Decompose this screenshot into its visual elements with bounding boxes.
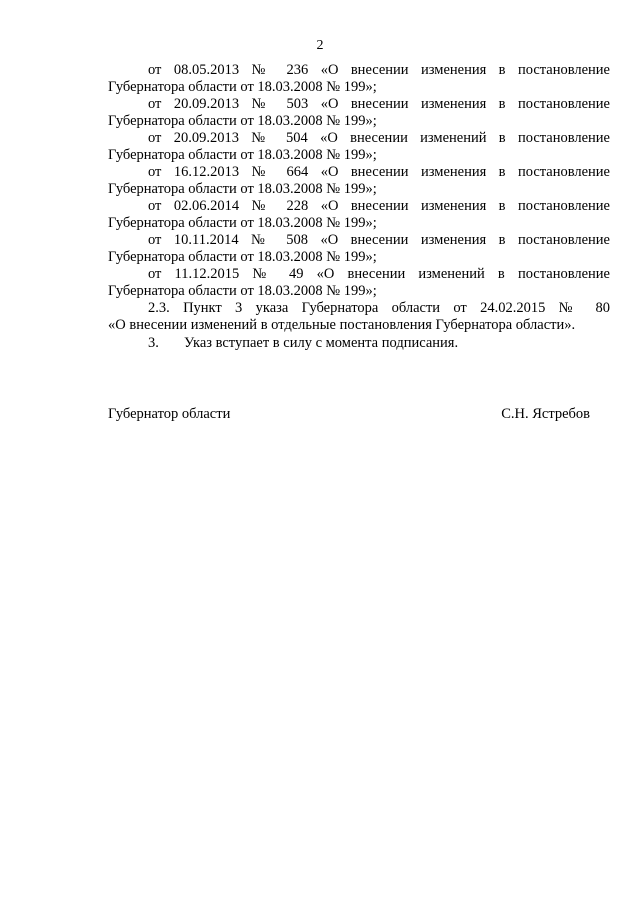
item-2-3	[108, 300, 610, 334]
amendment-entry-line2: Губернатора области от 18.03.2008 № 199»;	[108, 113, 377, 129]
amendment-entry-line2: Губернатора области от 18.03.2008 № 199»;	[108, 215, 377, 231]
amendment-entry-line1: от 20.09.2013 № 504 «О внесении изменений в постановление	[148, 130, 610, 146]
amendment-entry-line2: Губернатора области от 18.03.2008 № 199»;	[108, 79, 377, 95]
signature-title: Губернатор области	[108, 406, 231, 422]
amendment-entry-line2: Губернатора области от 18.03.2008 № 199»;	[108, 147, 377, 163]
amendment-entry	[108, 198, 610, 232]
amendment-entry-line1: от 10.11.2014 № 508 «О внесении изменения в постановление	[148, 232, 610, 248]
item-3-text: Указ вступает в силу с момента подписания.	[184, 335, 459, 351]
item-3-number: 3.	[148, 335, 159, 351]
amendment-entry-line1: от 16.12.2013 № 664 «О внесении изменения в постановление	[148, 164, 610, 180]
amendment-entry-line2: Губернатора области от 18.03.2008 № 199»;	[108, 249, 377, 265]
amendment-entry-line2: Губернатора области от 18.03.2008 № 199»;	[108, 181, 377, 197]
amendment-entry	[108, 96, 610, 130]
item-3	[108, 334, 610, 352]
amendment-entry	[108, 164, 610, 198]
amendment-entry-line1: от 02.06.2014 № 228 «О внесении изменения в постановление	[148, 198, 610, 214]
item-2-3-line1: 2.3. Пункт 3 указа Губернатора области от 24.02.2015 № 80	[148, 300, 610, 316]
document-body	[108, 62, 610, 352]
signature-name: С.Н. Ястребов	[501, 406, 590, 422]
page-number: 2	[316, 38, 324, 53]
amendment-entry	[108, 232, 610, 266]
amendment-entry-line1: от 20.09.2013 № 503 «О внесении изменения в постановление	[148, 96, 610, 112]
amendment-entry	[108, 62, 610, 96]
amendment-entry	[108, 130, 610, 164]
amendment-entry-line2: Губернатора области от 18.03.2008 № 199»;	[108, 283, 377, 299]
signature-block	[108, 406, 590, 423]
item-2-3-line2: «О внесении изменений в отдельные постановления Губернатора области».	[108, 317, 576, 333]
amendment-entry-line1: от 11.12.2015 № 49 «О внесении изменений в постановление	[148, 266, 610, 282]
amendment-entry	[108, 266, 610, 300]
amendment-entry-line1: от 08.05.2013 № 236 «О внесении изменения в постановление	[148, 62, 610, 78]
